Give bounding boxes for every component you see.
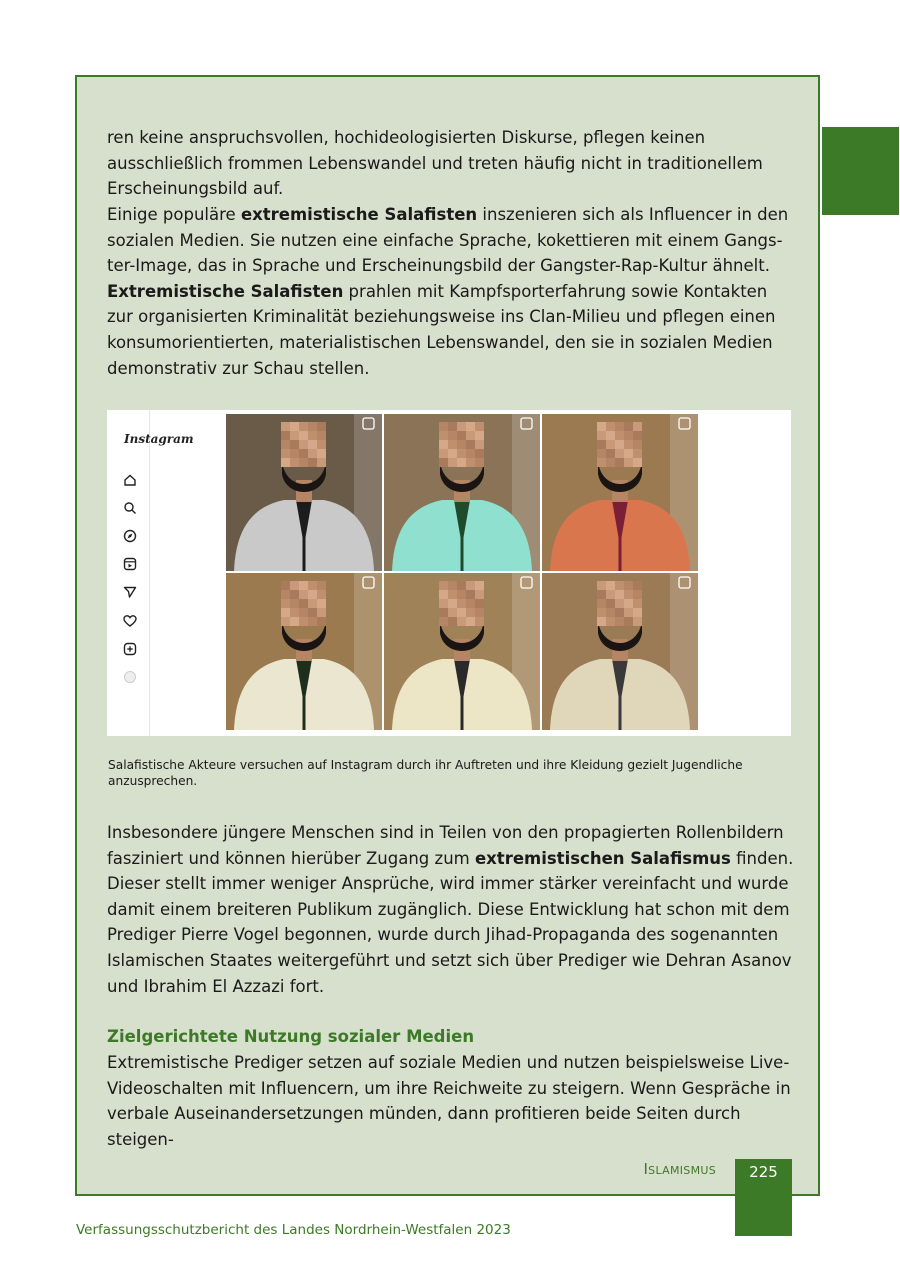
bold-term: extremistischen Salafismus: [474, 848, 731, 868]
text-run: Insbesondere jüngere Menschen sind in Teilen von den propagierten Rollenbildern fasziniert und können hierüber Zugang zum: [107, 823, 784, 868]
profile-photo-tile[interactable]: [542, 414, 698, 571]
home-icon: [123, 473, 137, 487]
heart-icon: [123, 614, 137, 628]
section-heading: Zielgerichtete Nutzung sozialer Medien: [107, 1027, 475, 1046]
chapter-edge-tab: [822, 127, 899, 215]
footer-title: Verfassungsschutzbericht des Landes Nordrhein-Westfalen 2023: [76, 1222, 511, 1238]
instagram-sidebar: [107, 410, 194, 736]
figure-caption: Salafistische Akteure versuchen auf Instagram durch ihr Auftreten und ihre Kleidung gezielt Jugendliche anzusprechen.: [108, 758, 743, 788]
profile-icon: [123, 670, 137, 684]
text-run: Einige populäre: [107, 205, 241, 224]
profile-photo-tile[interactable]: [542, 573, 698, 730]
text-run: finden. Dieser stellt immer weniger Ansprüche, wird immer stärker vereinfacht und wurde damit einem breiteren Publikum zugänglich. Diese Entwicklung hat schon mit dem Prediger Pierre Vogel begonnen, wurde durch Jihad-Propaganda des sogenannten Islamischen Staates weitergeführt und setzt sich über Prediger wie Dehran Asanov und Ibrahim El Azzazi fort.: [107, 848, 794, 996]
instagram-screenshot-figure: [107, 410, 791, 736]
profile-photo-tile[interactable]: [226, 414, 382, 571]
profile-photo-tile[interactable]: [384, 573, 540, 730]
paragraph-continuation: ren keine anspruchsvollen, hochideologisierten Diskurse, pflegen keinen ausschließlich frommen Lebenswandel und treten häufig nicht in traditionellem Erscheinungsbild auf.: [107, 128, 763, 199]
page-number: 225: [749, 1163, 778, 1181]
text-run: prahlen mit Kampfsporterfahrung sowie Kontakten zur organisierten Kriminalität beziehungsweise ins Clan-Milieu und pflegen einen konsumorientierten, materialistischen Lebenswandel, den sie in sozialen Medien demonstrativ zur Schau stellen.: [107, 281, 776, 378]
profile-photo-tile[interactable]: [226, 573, 382, 730]
instagram-logo: Instagram: [124, 432, 194, 446]
search-icon: [123, 501, 137, 515]
explore-icon: [123, 529, 137, 543]
chapter-runner: Islamismus: [643, 1160, 716, 1178]
bold-term: Extremistische Salafisten: [107, 281, 344, 301]
reels-icon: [123, 557, 137, 571]
profile-photo-tile[interactable]: [384, 414, 540, 571]
paragraph-influencer: [107, 202, 797, 381]
bold-term: extremistische Salafisten: [240, 205, 478, 224]
paragraph-social-media: Extremistische Prediger setzen auf soziale Medien und nutzen beispielsweise Live-Videoschalten mit Influencern, um ihre Reichweite zu steigern. Wenn Gespräche in verbale Auseinandersetzungen münden, dann profitieren beide Seiten durch steigen-: [107, 1053, 791, 1149]
paragraph-young-people: [107, 820, 797, 999]
create-icon: [123, 642, 137, 656]
text-run: inszenieren sich als Influencer in den sozialen Medien. Sie nutzen eine einfache Sprache, kokettieren mit einem Gangster-Image, das in Sprache und Erscheinungsbild der Gangster-Rap-Kultur ähnelt.: [107, 205, 789, 276]
send-icon: [123, 585, 137, 599]
